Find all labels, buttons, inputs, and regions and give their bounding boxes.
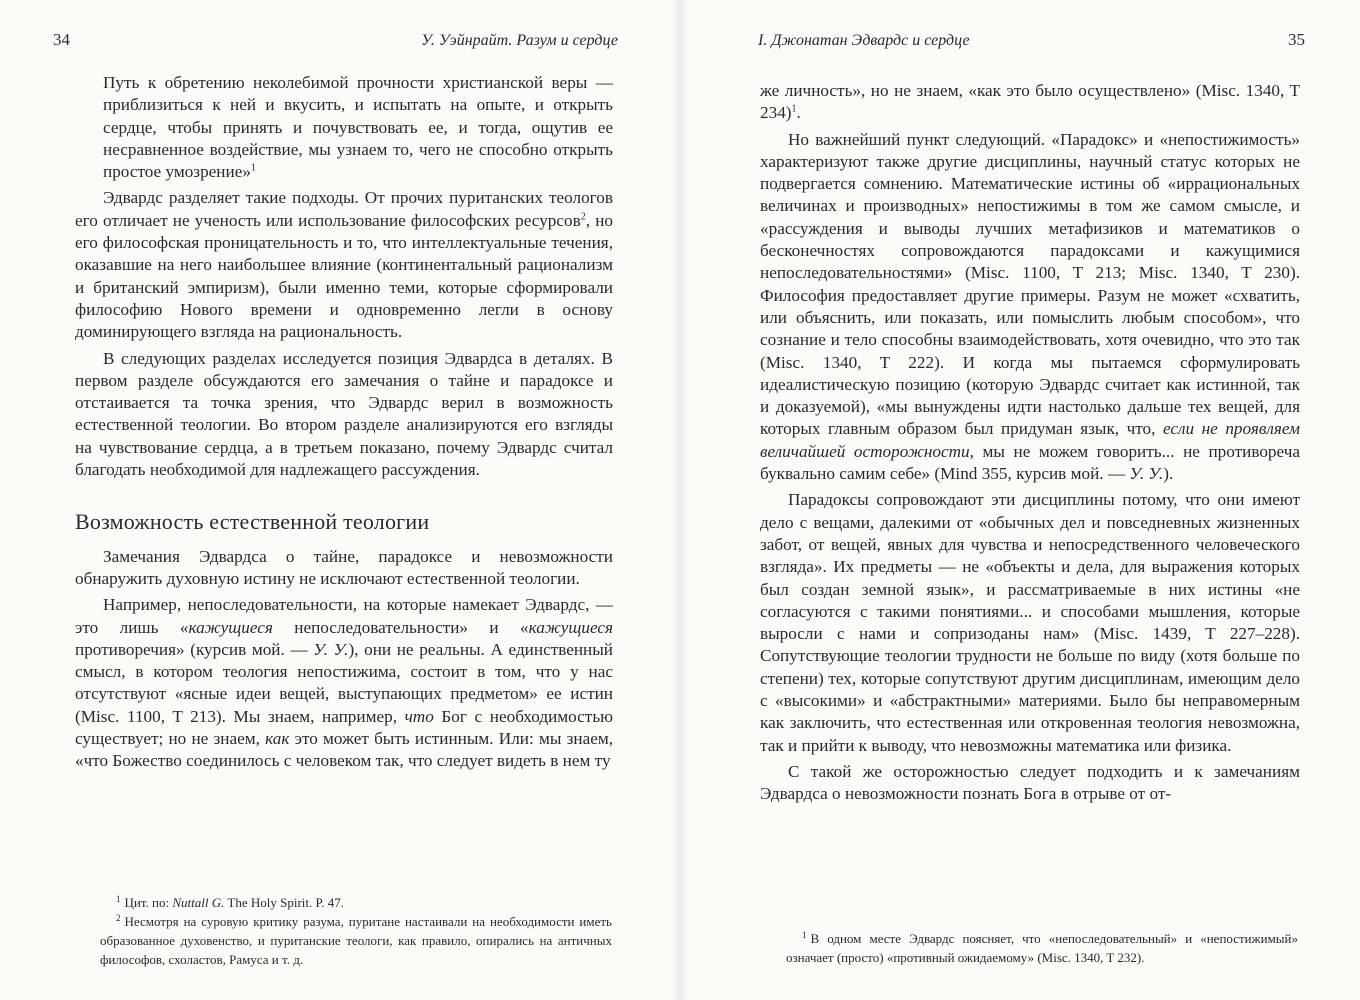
footnote-ref: 1 — [250, 162, 256, 174]
footnote: $^1$ Цит. по: Nuttall G. The Holy Spirit. P. 47. — [116, 893, 345, 910]
paragraph: Но важнейший пункт следующий. «Парадокс» и «непостижимость» характеризуют также другие дисциплины, научный статус которых не подвергается сомнению. Математические истины об «иррациональных величинах и производных» непостижимы в том же самом смысле, и «рассуждения и выводы лучших метафизиков и математиков о бесконечностях сопровождаются парадоксами и кажущимися непоследовательностями» (Misc. 1100, T 213; Misc. 1340, T 230). Философия предоставляет другие примеры. Разум не может «схватить, или объяснить, или показать, или помыслить любым способом», что сознание и тело способны взаимодействовать, хотя очевидно, что это так (Misc. 1340, T 222). И когда мы пытаемся сформулировать идеалистическую позицию (которую Эдвардс считает как истинной, так и доказуемой), «мы вынуждены идти настолько дальше тех вещей, для которых главным образом был придуман язык, что, если не проявляем величайшей осторожности, мы не можем говорить... не противореча буквально самим себе» (Mind 355, курсив мой. — У. У.). — [760, 129, 1301, 484]
running-head: У. Уэйнрайт. Разум и сердце — [421, 32, 618, 49]
footnote: $^2$ Несмотря на суровую критику разума, пуритане настаивали на необходимости иметь образованное духовенство, и пуританские теологи, как правило, опирались на античных философов, схоластов, Рамуса и т. д. — [100, 912, 612, 967]
paragraph: Эдвардс разделяет такие подходы. От прочих пуританских теологов его отличает не ученость или использование философских ресурсов$^2$, но его философская проницательность и то, что интеллектуальные течения, оказавшие на него наибольшее влияние (континентальный рационализм и британский эмпиризм), были именно теми, которые сформировали философию Нового времени и одновременно легли в основу доминирующего взгляда на рациональность. — [75, 188, 613, 342]
paragraph: С такой же осторожностью следует подходить и к замечаниям Эдвардса о невозможности познать Бога в отрыве от от- — [760, 761, 1300, 804]
page-number: 34 — [53, 30, 70, 49]
section-heading: Возможность естественной теологии — [75, 509, 430, 535]
paragraph: В следующих разделах исследуется позиция Эдвардса в деталях. В первом разделе обсуждаются его замечания о тайне и парадоксе и отстаивается та точка зрения, что Эдвардс верил в возможность естественной теологии. Во втором разделе анализируются его взгляды на чувствование сердца, а в третьем показано, почему Эдвардс считал благодать необходимой для надлежащего рассуждения. — [75, 348, 613, 480]
left-body-text — [75, 72, 613, 773]
right-page — [680, 0, 1360, 1000]
footnotes — [100, 893, 612, 969]
page-number: 35 — [1288, 30, 1305, 49]
paragraph: Замечания Эдвардса о тайне, парадоксе и невозможности обнаружить духовную истину не исключают естественной теологии. — [75, 546, 613, 588]
footnote: $^1$ В одном месте Эдвардс поясняет, что «непоследовательный» и «непостижимый» означает (просто) «противный ожидаемому» (Misc. 1340, T 232). — [786, 929, 1298, 965]
running-head: I. Джонатан Эдвардс и сердце — [758, 32, 970, 49]
paragraph: Например, непоследовательности, на которые намекает Эдвардс, — это лишь «кажущиеся непоследовательности» и «кажущиеся противоречия» (курсив мой. — У. У.), они не реальны. А единственный смысл, в котором теология непостижима, состоит в том, что у нас отсутствуют «ясные идеи вещей, выступающих предметом» ее истин (Misc. 1100, T 213). Мы знаем, например, что Бог с необходимостью существует; но не знаем, как это может быть истинным. Или: мы знаем, «что Божество соединилось с человеком так, что следует видеть в нем ту — [75, 595, 614, 771]
block-quote: Путь к обретению неколебимой прочности христианской веры — приблизиться к ней и вкусить, и испытать на опыте, и открыть сердце, чтобы принять и почувствовать ее, и тогда, ощутив ее несравненное воздействие, мы узнаем то, чего не способно открыть простое умозрение»$^1$ — [103, 73, 613, 182]
footnote-ref: 1 — [791, 103, 797, 115]
footnotes — [786, 929, 1298, 967]
paragraph: Парадоксы сопровождают эти дисциплины потому, что они имеют дело с вещами, далекими от «обычных дел и повседневных жизненных забот, от вещей, явных для чувства и непосредственного человеческого взгляда». Их предметы — не «объекты и дела, для выражения которых был создан земной язык», и рассматриваемые в них истины «не согласуются с такими понятиями... и способами мышления, которые выросли с нами и сопризоданы нам» (Misc. 1439, T 227–228). Сопутствующие теологии трудности не больше по виду (хотя больше по степени) тех, которые сопутствуют другим дисциплинам, имеющим дело с «высокими» и «абстрактными» материями. Было бы неправомерным как заключить, что естественная или откровенная теология невозможна, так и прийти к выводу, что невозможны математика или физика. — [760, 490, 1300, 755]
right-body-text — [760, 80, 1300, 806]
paragraph: же личность», но не знаем, «как это было осуществлено» (Misc. 1340, T 234)$^1$. — [760, 81, 1300, 123]
footnote-ref: 2 — [580, 211, 586, 223]
